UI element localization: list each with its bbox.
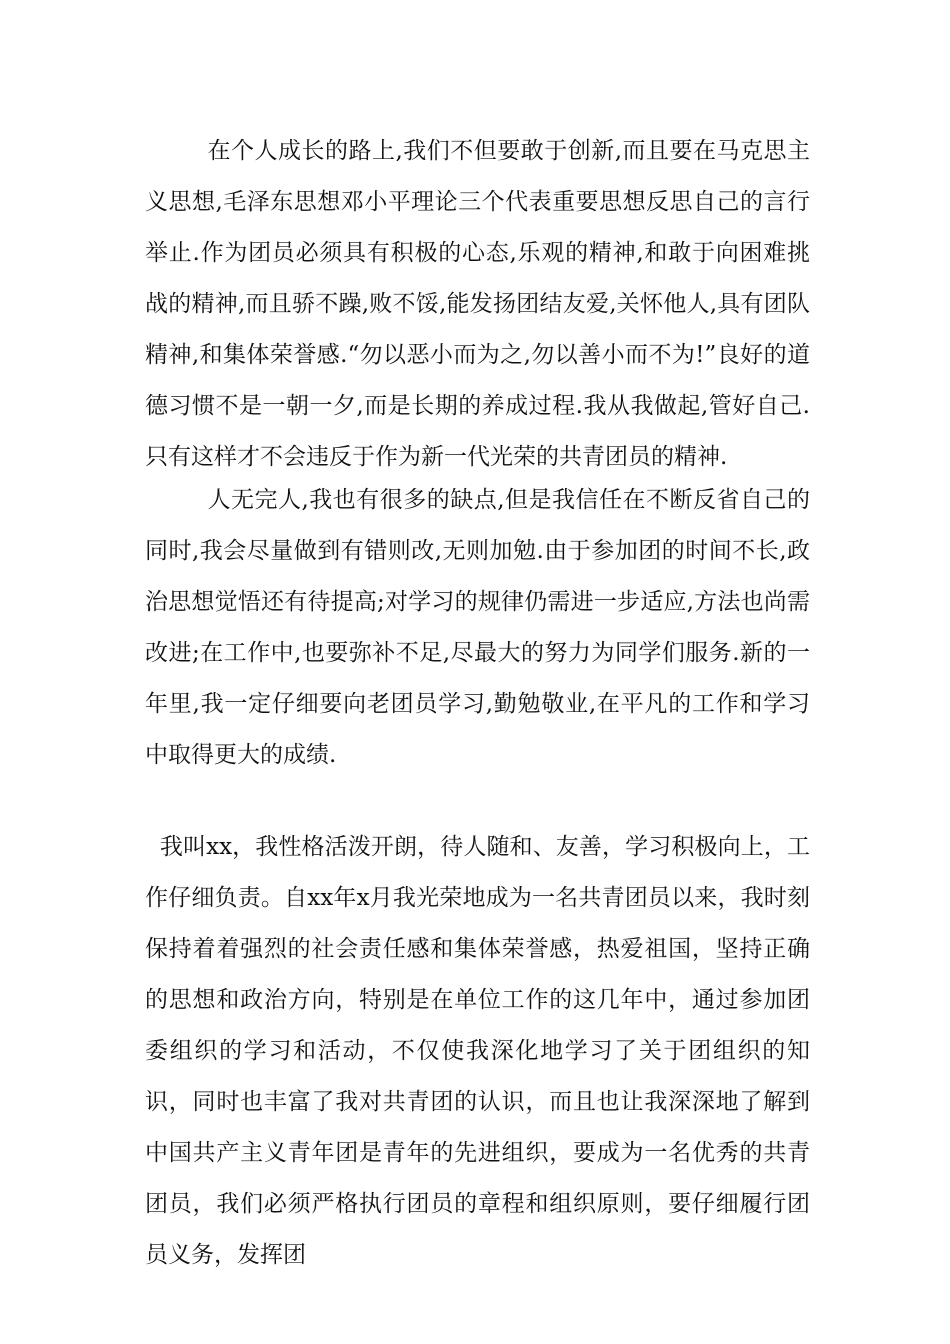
paragraph-2: 人无完人,我也有很多的缺点,但是我信任在不断反省自己的同时,我会尽量做到有错则改,无则加勉.由于参加团的时间不长,政治思想觉悟还有待提高;对学习的规律仍需进一步适应,方法也尚需改进;在工作中,也要弥补不足,尽最大的努力为同学们服务.新的一年里,我一定仔细要向老团员学习,勤勉敬业,在平凡的工作和学习中取得更大的成绩. bbox=[145, 487, 810, 768]
paragraph-1: 在个人成长的路上,我们不但要敢于创新,而且要在马克思主义思想,毛泽东思想邓小平理论三个代表重要思想反思自己的言行举止.作为团员必须具有积极的心态,乐观的精神,和敢于向困难挑战的精神,而且骄不躁,败不馁,能发扬团结友爱,关怀他人,具有团队精神,和集体荣誉感.“勿以恶小而为之,勿以善小而不为!”良好的道德习惯不是一朝一夕,而是长期的养成过程.我从我做起,管好自己.只有这样才不会违反于作为新一代光荣的共青团员的精神. bbox=[145, 138, 810, 470]
paragraph-3: 我叫xx，我性格活泼开朗，待人随和、友善，学习积极向上，工作仔细负责。自xx年x月我光荣地成为一名共青团员以来，我时刻保持着着强烈的社会责任感和集体荣誉感，热爱祖国，坚持正确的思想和政治方向，特别是在单位工作的这几年中，通过参加团委组织的学习和活动，不仅使我深化地学习了关于团组织的知识，同时也丰富了我对共青团的认识，而且也让我深深地了解到中国共产主义青年团是青年的先进组织，要成为一名优秀的共青团员，我们必须严格执行团员的章程和组织原则，要仔细履行团员义务，发挥团 bbox=[145, 834, 810, 1268]
